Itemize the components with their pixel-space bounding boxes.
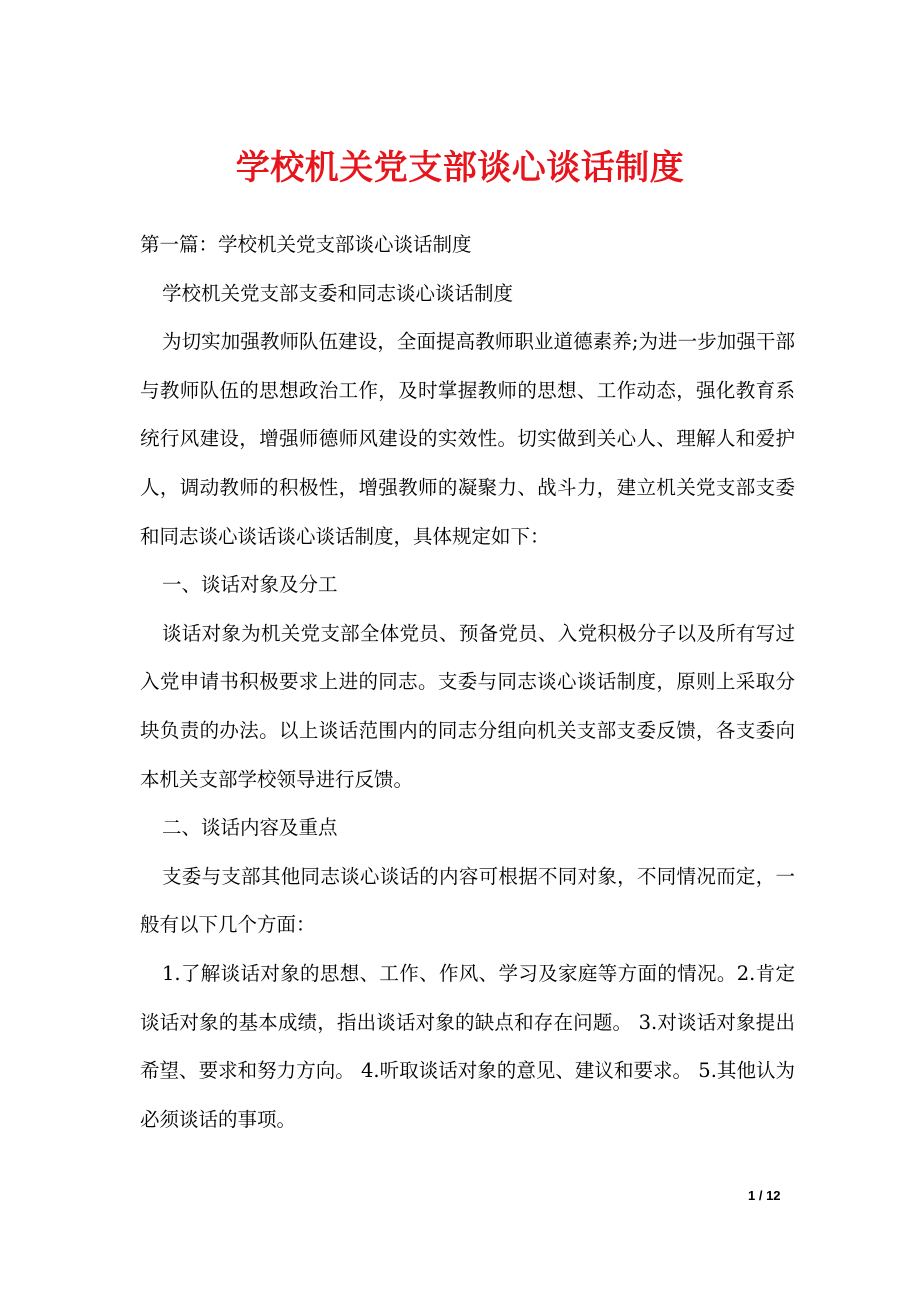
talk-items-paragraph: 1.了解谈话对象的思想、工作、作风、学习及家庭等方面的情况。2.肯定谈话对象的基本成绩，指出谈话对象的缺点和存在问题。 3.对谈话对象提出希望、要求和努力方向。 4.听取谈话对象的意见、建议和要求。 5.其他认为必须谈话的事项。 <box>140 961 795 1131</box>
subtitle-paragraph: 学校机关党支部支委和同志谈心谈话制度 <box>162 281 514 305</box>
heading-talk-content: 二、谈话内容及重点 <box>162 816 338 840</box>
intro-paragraph: 为切实加强教师队伍建设，全面提高教师职业道德素养;为进一步加强干部与教师队伍的思想政治工作，及时掌握教师的思想、工作动态，强化教育系统行风建设，增强师德师风建设的实效性。切实做到关心人、理解人和爱护人，调动教师的积极性，增强教师的凝聚力、战斗力，建立机关党支部支委和同志谈心谈话谈心谈话制度，具体规定如下： <box>140 330 795 548</box>
page-indicator: 1 / 12 <box>748 1188 781 1203</box>
talk-targets-paragraph: 谈话对象为机关党支部全体党员、预备党员、入党积极分子以及所有写过入党申请书积极要求上进的同志。支委与同志谈心谈话制度，原则上采取分块负责的办法。以上谈话范围内的同志分组向机关支部支委反馈，各支委向本机关支部学校领导进行反馈。 <box>140 621 795 791</box>
section-heading: 第一篇：学校机关党支部谈心谈话制度 <box>140 233 472 256</box>
document-title: 学校机关党支部谈心谈话制度 <box>235 148 685 188</box>
heading-talk-targets: 一、谈话对象及分工 <box>162 573 338 597</box>
document-body <box>140 221 795 1144</box>
talk-content-paragraph: 支委与支部其他同志谈心谈话的内容可根据不同对象，不同情况而定，一般有以下几个方面： <box>140 864 795 937</box>
